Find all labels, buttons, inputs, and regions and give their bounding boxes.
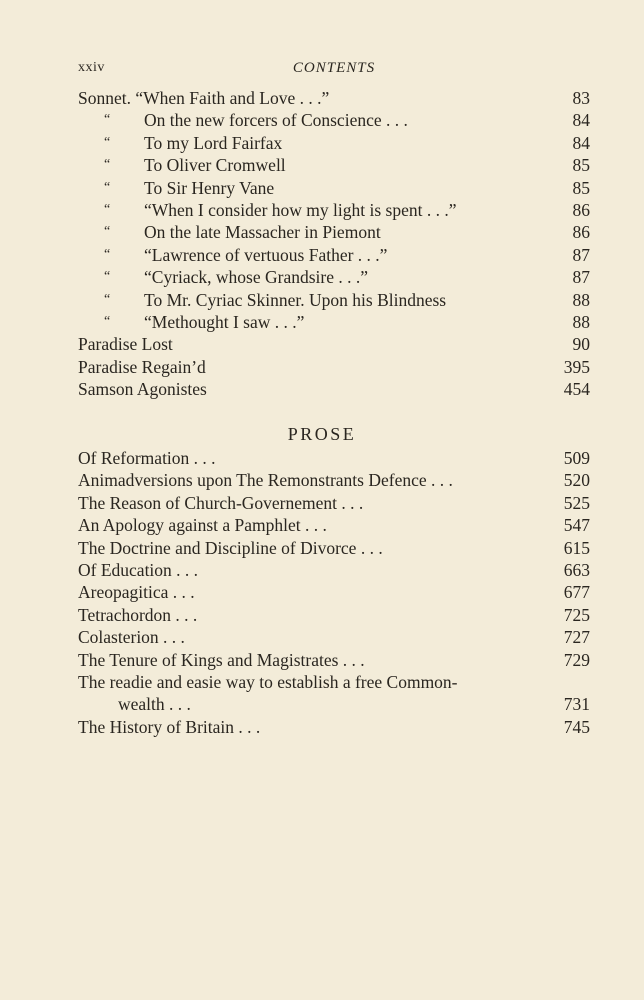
toc-entry — [78, 649, 590, 671]
running-head-title: CONTENTS — [292, 60, 376, 76]
entry-title: To Mr. Cyriac Skinner. Upon his Blindness — [144, 289, 447, 310]
toc-entry — [78, 514, 590, 536]
toc-entry — [78, 559, 590, 581]
entry-page: 525 — [563, 492, 590, 513]
toc-entry — [78, 132, 590, 154]
toc-entry — [78, 244, 590, 266]
toc-entry — [78, 378, 590, 400]
entry-title: Animadversions upon The Remonstrants Defence . . . — [78, 470, 453, 491]
ditto-mark: “ — [104, 269, 111, 285]
toc-entry — [78, 716, 590, 738]
entry-page: 509 — [563, 448, 590, 468]
entry-title: The Doctrine and Discipline of Divorce . . . — [78, 537, 383, 558]
entry-title: The History of Britain . . . — [78, 716, 261, 737]
toc-entry — [78, 626, 590, 648]
toc-entry — [78, 447, 590, 469]
entry-page: 90 — [572, 334, 590, 355]
entry-title: Colasterion . . . — [78, 627, 185, 648]
entry-title: Paradise Lost — [78, 334, 173, 355]
entry-title: An Apology against a Pamphlet . . . — [78, 515, 327, 536]
entry-title: Sonnet. “When Faith and Love . . .” — [78, 88, 330, 108]
entry-title: Of Reformation . . . — [78, 448, 216, 468]
entry-page: 745 — [563, 716, 590, 737]
entry-page: 84 — [572, 110, 590, 131]
entry-page: 88 — [572, 311, 590, 332]
entry-title: “Lawrence of vertuous Father . . .” — [144, 244, 388, 265]
toc-entry — [78, 671, 590, 693]
toc-entry — [78, 469, 590, 491]
toc-entry — [78, 537, 590, 559]
entry-page: 454 — [563, 379, 590, 400]
entry-page: 86 — [572, 199, 590, 220]
entry-page: 83 — [572, 88, 590, 108]
entry-page: 85 — [572, 177, 590, 198]
entry-title: Areopagitica . . . — [78, 582, 195, 603]
entry-title: “Methought I saw . . .” — [144, 311, 305, 332]
entry-page: 88 — [572, 289, 590, 310]
folio-number: xxiv — [78, 60, 105, 75]
entry-page: 84 — [572, 132, 590, 153]
entry-title: “Cyriack, whose Grandsire . . .” — [144, 267, 369, 288]
toc-entry — [78, 154, 590, 176]
entry-title: The Reason of Church-Governement . . . — [78, 492, 364, 513]
prose-contents-list — [78, 447, 590, 738]
ditto-mark: “ — [104, 246, 111, 262]
toc-entry — [78, 356, 590, 378]
entry-page: 520 — [563, 470, 590, 491]
toc-entry — [78, 581, 590, 603]
entry-title: To my Lord Fairfax — [144, 132, 283, 153]
entry-page: 725 — [563, 604, 590, 625]
entry-page: 85 — [572, 155, 590, 176]
ditto-mark: “ — [104, 291, 111, 307]
ditto-mark: “ — [104, 134, 111, 150]
entry-page: 731 — [563, 694, 590, 715]
toc-entry — [78, 604, 590, 626]
entry-title: Paradise Regain’d — [78, 356, 206, 377]
entry-page: 86 — [572, 222, 590, 243]
ditto-mark: “ — [104, 157, 111, 173]
ditto-mark: “ — [104, 179, 111, 195]
toc-entry — [78, 333, 590, 355]
entry-page: 87 — [572, 244, 590, 265]
entry-page: 677 — [563, 582, 590, 603]
entry-title: wealth . . . — [118, 694, 191, 715]
ditto-mark: “ — [104, 201, 111, 217]
entry-title: To Sir Henry Vane — [144, 177, 275, 198]
ditto-mark: “ — [104, 313, 111, 329]
entry-title: Of Education . . . — [78, 559, 199, 580]
entry-page: 395 — [563, 356, 590, 377]
entry-title: The Tenure of Kings and Magistrates . . . — [78, 649, 365, 670]
entry-page: 615 — [563, 537, 590, 558]
entry-page: 547 — [563, 515, 590, 536]
entry-page: 663 — [563, 559, 590, 580]
entry-title: Samson Agonistes — [78, 379, 207, 400]
toc-entry-continuation — [78, 693, 590, 715]
toc-entry — [78, 199, 590, 221]
entry-page: 729 — [563, 649, 590, 670]
toc-entry — [78, 492, 590, 514]
prose-section-heading: PROSE — [287, 424, 357, 444]
entry-title: The readie and easie way to establish a free Common- — [78, 671, 458, 692]
ditto-mark: “ — [104, 224, 111, 240]
toc-entry — [78, 266, 590, 288]
toc-entry — [78, 311, 590, 333]
running-head — [78, 60, 590, 80]
entry-page: 87 — [572, 267, 590, 288]
entry-title: Tetrachordon . . . — [78, 604, 198, 625]
toc-entry — [78, 289, 590, 311]
ditto-mark: “ — [104, 112, 111, 128]
toc-entry — [78, 177, 590, 199]
entry-title: On the late Massacher in Piemont — [144, 222, 381, 243]
entry-page: 727 — [563, 627, 590, 648]
entry-title: On the new forcers of Conscience . . . — [144, 110, 408, 131]
toc-entry — [78, 221, 590, 243]
toc-entry — [78, 109, 590, 131]
poems-contents-list — [78, 87, 590, 400]
entry-title: “When I consider how my light is spent . . .” — [144, 199, 457, 220]
entry-title: To Oliver Cromwell — [144, 155, 286, 176]
toc-entry — [78, 87, 590, 109]
